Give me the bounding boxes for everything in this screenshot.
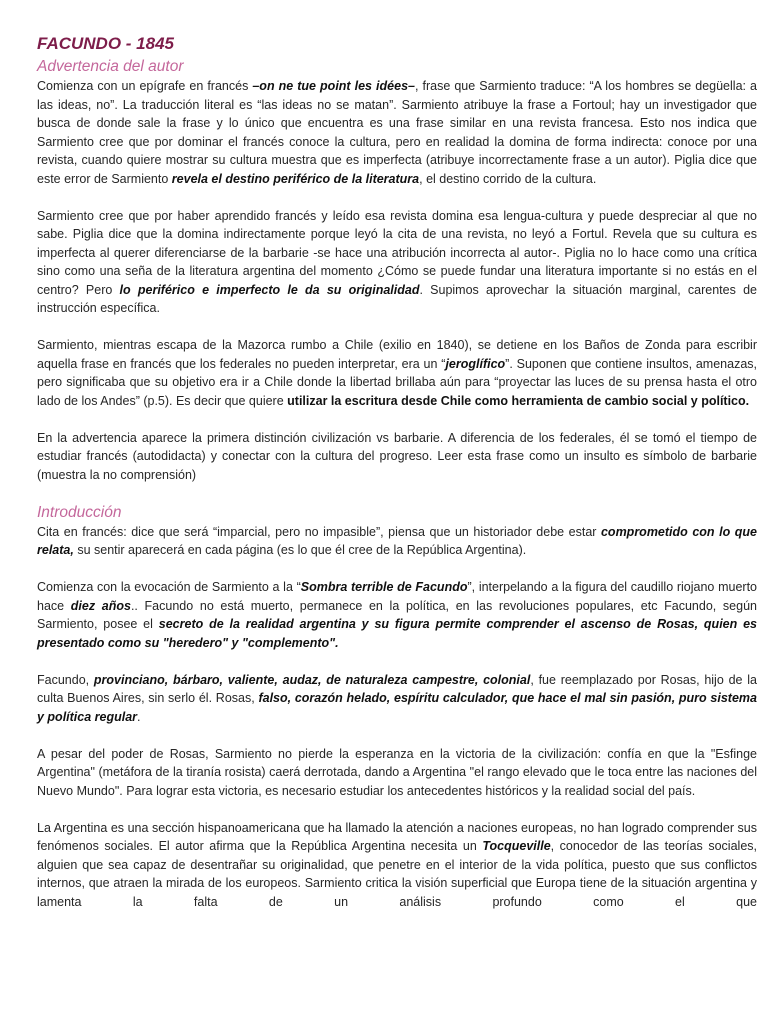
text-run: Sarmiento cree que por haber aprendido francés y leído esa revista domina esa lengua-cultura y puede despreciar al que no sabe. Piglia dice que la domina indirectamente porque leyó la cita de una revista, no leyó a Fortul. Revela que su cultura es imperfecta al querer diferenciarse de la barbarie -se hace una atribución incorrecta al autor-. Piglia no lo hace como una crítica sino como una seña de la literatura argentina del momento ¿Cómo se puede fundar una literatura importante si no estás en el centro? Pero (37, 208, 757, 297)
section-introduccion (37, 503, 757, 912)
emphasis-run: provinciano, bárbaro, valiente, audaz, de naturaleza campestre, colonial (93, 672, 531, 687)
document-title: FACUNDO - 1845 (37, 34, 174, 53)
text-run: Comienza con un epígrafe en francés (37, 79, 253, 93)
bold-run: utilizar la escritura desde Chile como herramienta de cambio social y político. (287, 393, 750, 408)
text-run: La Argentina es una sección hispanoamericana que ha llamado la atención a naciones europeas, no han logrado comprender sus fenómenos sociales. El autor afirma que la República Argentina necesita un (37, 820, 757, 853)
text-run: su sentir aparecerá en cada página (es lo que él cree de la República Argentina). (73, 543, 527, 557)
emphasis-run: Sombra terrible de Facundo (300, 580, 468, 594)
text-run: .. Facundo no está muerto, permanece en la política, en las revoluciones populares, etc Facundo, según Sarmiento, posee el (37, 598, 757, 631)
text-run: Comienza con la evocación de Sarmiento a la “ (37, 580, 301, 594)
text-run: Sarmiento, mientras escapa de la Mazorca rumbo a Chile (exilio en 1840), se detiene en los Baños de Zonda para escribir aquella frase en francés que los federales no pueden interpretar, era un “ (37, 338, 757, 371)
text-run: ”. Suponen que contiene insultos, amenazas, pero significaba que su objetivo era ir a Chile donde la libertad brillaba aún para “proyectar las luces de su prensa hasta el otro lado de los Andes” (p.5). Es decir que quiere (37, 356, 758, 408)
text-run: En la advertencia aparece la primera distinción civilización vs barbarie. A diferencia de los federales, él se tomó el tiempo de estudiar francés (autodidacta) y conectar con la cultura del progreso. Leer esta frase como un insulto es símbolo de barbarie (muestra la no comprensión) (37, 430, 757, 482)
paragraph (37, 671, 757, 727)
emphasis-run: jeroglífico (445, 356, 506, 371)
paragraph (37, 207, 757, 318)
paragraph (37, 77, 757, 188)
paragraph (37, 523, 757, 560)
emphasis-run: diez años (70, 598, 131, 613)
paragraph (37, 578, 757, 652)
section-heading: Introducción (37, 503, 122, 521)
section-heading: Advertencia del autor (37, 58, 184, 75)
paragraph (37, 745, 757, 801)
text-run: Cita en francés: dice que será “imparcial, pero no impasible”, piensa que un historiador debe estar (37, 524, 601, 539)
text-run: A pesar del poder de Rosas, Sarmiento no pierde la esperanza en la victoria de la civilización: confía en que la "Esfinge Argentina" (metáfora de la tiranía rosista) caerá derrotada, dando a Argentina "el rango elevado que le toca entre las naciones del Nuevo Mundo". Para lograr esta victoria, es necesario estudiar los antecedentes históricos y la realidad social del país. (37, 746, 757, 798)
paragraph (37, 429, 757, 485)
text-run: , conocedor de las teorías sociales, alguien que sea capaz de desentrañar su originalidad, que penetre en el interior de la vida política, puesto que sus conflictos internos, que atraen la mirada de los europeos. Sarmiento critica la visión superficial que Europa tiene de la situación argentina y lamenta la falta de un análisis profundo como el que (37, 839, 757, 909)
text-run: , fue reemplazado por Rosas, hijo de la culta Buenos Aires, sin serlo él. Rosas, (37, 672, 757, 705)
emphasis-run: lo periférico e imperfecto le da su originalidad (119, 282, 420, 297)
emphasis-run: Tocqueville (482, 839, 551, 853)
text-run: . (137, 709, 141, 724)
emphasis-run: –on ne tue point les idées– (252, 79, 415, 93)
text-run: ”, interpelando a la figura del caudillo riojano muerto hace (37, 580, 757, 613)
text-run: , el destino corrido de la cultura. (419, 171, 597, 186)
section-advertencia (37, 54, 757, 484)
emphasis-run: secreto de la realidad argentina y su figura permite comprender el ascenso de Rosas, quien es presentado como su "heredero" y "complemento". (37, 617, 758, 650)
emphasis-run: comprometido con lo que relata, (37, 524, 757, 557)
emphasis-run: falso, corazón helado, espíritu calculador, que hace el mal sin pasión, puro sistema y política regular (37, 691, 757, 724)
text-run: Facundo, (37, 672, 94, 687)
text-run: , frase que Sarmiento traduce: “A los hombres se degüella: a las ideas, no”. La traducción literal es “las ideas no se matan”. Sarmiento atribuye la frase a Fortoul; hay un investigador que busca de donde sale la frase y lo único que encuentra es una frase similar en una revista francesa. Esto nos indica que Sarmiento cree que por dominar el francés conoce la cultura, pero en realidad la domina de forma indirecta: conoce por una revista, cuando quiere mostrar su cultura muestra que es imperfecta (atribuye incorrectamente frase a un autor). Piglia dice que este error de Sarmiento (37, 79, 757, 186)
paragraph (37, 819, 757, 912)
paragraph (37, 336, 757, 410)
text-run: . Supimos aprovechar la situación marginal, carentes de instrucción específica. (37, 282, 757, 315)
emphasis-run: revela el destino periférico de la literatura (171, 171, 420, 186)
